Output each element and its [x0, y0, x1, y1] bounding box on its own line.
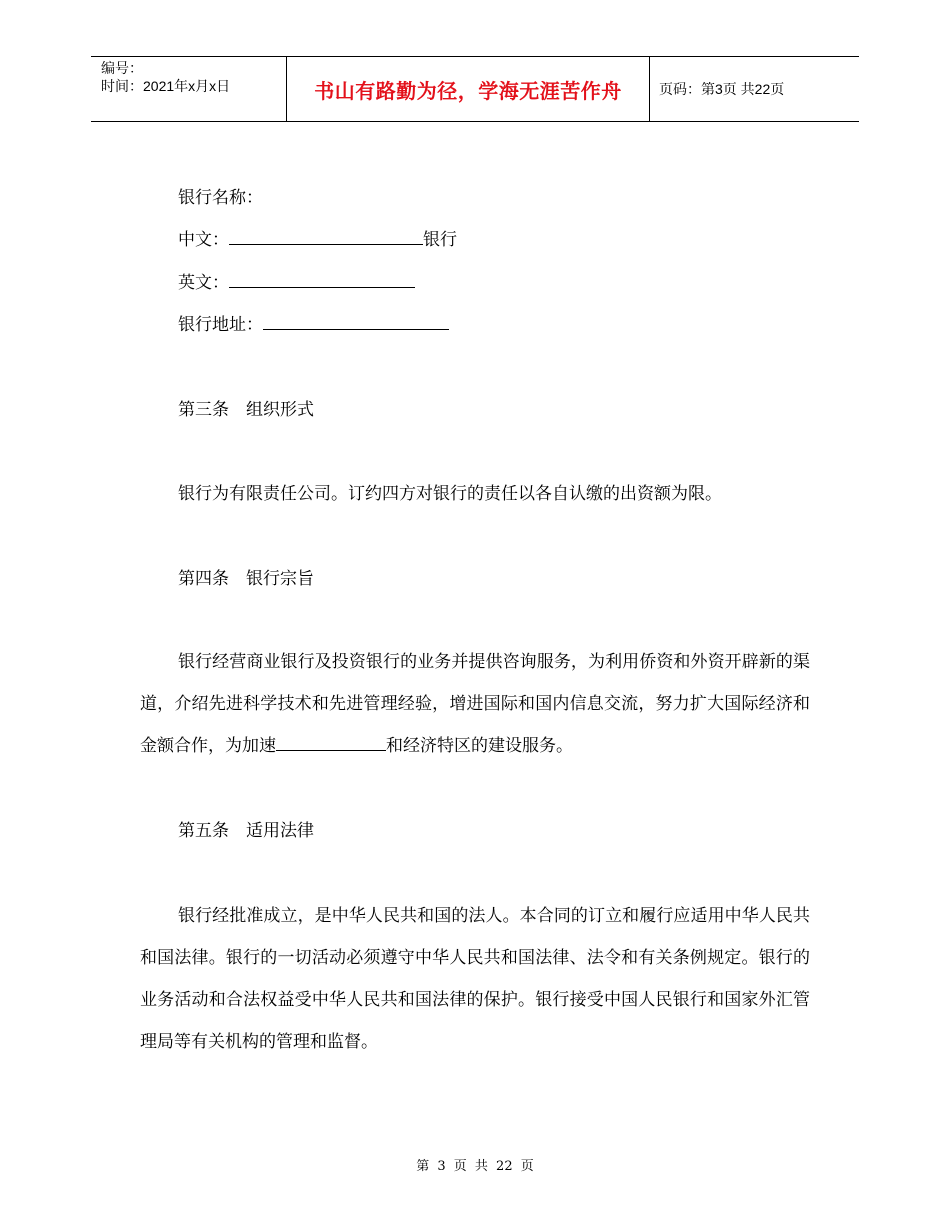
header-motto: 书山有路勤为径，学海无涯苦作舟	[287, 57, 650, 121]
chinese-name-blank	[229, 226, 423, 245]
chinese-label: 中文：	[178, 230, 229, 250]
article4-heading: 第四条 银行宗旨	[178, 569, 314, 589]
document-time-label: 时间：2021年x月x日	[101, 78, 231, 94]
article4-body	[140, 641, 810, 767]
page-header	[91, 56, 859, 122]
page-footer: 第 3 页 共 22 页	[416, 1159, 534, 1174]
chinese-suffix: 银行	[423, 230, 457, 250]
address-label: 银行地址：	[178, 315, 263, 335]
document-number-label: 编号：	[101, 60, 143, 76]
english-name-blank	[229, 269, 415, 288]
address-blank	[263, 311, 449, 330]
article3-body: 银行为有限责任公司。订约四方对银行的责任以各自认缴的出资额为限。	[178, 484, 722, 504]
article5-body: 银行经批准成立，是中华人民共和国的法人。本合同的订立和履行应适用中华人民共和国法律。银行的一切活动必须遵守中华人民共和国法律、法令和有关条例规定。银行的业务活动和合法权益受中华人民共和国法律的保护。银行接受中国人民银行和国家外汇管理局等有关机构的管理和监督。	[140, 906, 810, 1052]
article4-blank	[276, 732, 386, 751]
article3-heading: 第三条 组织形式	[178, 400, 314, 420]
bank-address-line	[178, 304, 449, 346]
english-label: 英文：	[178, 273, 229, 293]
article4-body-part1: 银行经营商业银行及投资银行的业务并提供咨询服务，为利用侨资和外资开辟新的渠道，介绍先进科学技术和先进管理经验，增进国际和国内信息交流，努力扩大国际经济和金额合作，为加速	[140, 652, 810, 756]
article5-heading: 第五条 适用法律	[178, 821, 314, 841]
header-meta-cell	[91, 57, 287, 121]
bank-english-name-line	[178, 262, 415, 304]
header-page-info: 页码：第3页 共22页	[659, 81, 785, 97]
article4-body-part2: 和经济特区的建设服务。	[386, 736, 573, 756]
bank-chinese-name-line	[178, 219, 457, 261]
bank-name-label: 银行名称：	[178, 188, 263, 208]
